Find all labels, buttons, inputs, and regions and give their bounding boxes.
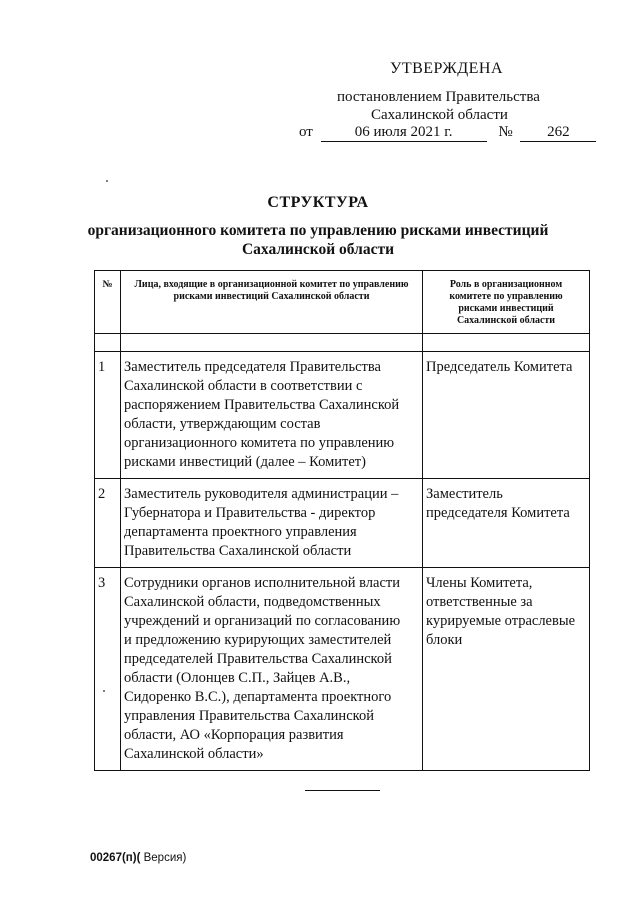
- approval-number: 262: [520, 124, 596, 142]
- table-row: [95, 479, 590, 568]
- approval-date-line: [299, 124, 596, 142]
- footer-document-code: [90, 852, 186, 864]
- row-person: Заместитель председателя Правительства Сахалинской области в соответствии с распоряжением Правительства Сахалинской области, утверждающим состав организационного комитета по управлению рисками инвестиций (далее – Комитет): [121, 352, 423, 479]
- document-subtitle-line-2: Сахалинской области: [241, 241, 395, 258]
- row-person: Сотрудники органов исполнительной власти Сахалинской области, подведомственных учреждений и организаций по согласованию и предложению курирующих заместителей председателей Правительства Сахалинской области (Олонцев С.П., Зайцев А.В., Сидоренко В.С.), департамента проектного управления Правительства Сахалинской области, АО «Корпорация развития Сахалинской области»: [121, 568, 423, 771]
- table-header-row: [95, 271, 590, 334]
- document-title: СТРУКТУРА: [267, 194, 369, 211]
- table-row: [95, 352, 590, 479]
- header-person: Лица, входящие в организационной комитет по управлению рисками инвестиций Сахалинской области: [121, 271, 423, 334]
- number-label: №: [498, 124, 513, 140]
- row-person: Заместитель руководителя администрации – Губернатора и Правительства - директор департамента проектного управления Правительства Сахалинской области: [121, 479, 423, 568]
- structure-table: [94, 270, 590, 771]
- row-num: 2: [95, 479, 121, 568]
- row-role: Председатель Комитета: [423, 352, 590, 479]
- row-role: Заместитель председателя Комитета: [423, 479, 590, 568]
- approval-date: 06 июля 2021 г.: [321, 124, 487, 142]
- scan-speck: [106, 180, 108, 182]
- header-num: №: [95, 271, 121, 334]
- footer-version: Версия): [140, 852, 187, 864]
- row-num: 3: [95, 568, 121, 771]
- approval-line-2: Сахалинской области: [371, 107, 508, 123]
- table-row: [95, 568, 590, 771]
- approval-line-1: постановлением Правительства: [337, 89, 540, 105]
- document-subtitle-line-1: организационного комитета по управлению рисками инвестиций: [87, 222, 549, 239]
- header-role: Роль в организационном комитете по управлению рисками инвестиций Сахалинской области: [423, 271, 590, 334]
- from-label: от: [299, 124, 313, 140]
- footer-divider: [305, 790, 380, 791]
- header-spacer-row: [95, 334, 590, 352]
- row-role: Члены Комитета, ответственные за курируемые отраслевые блоки: [423, 568, 590, 771]
- footer-code: 00267(п)(: [90, 852, 141, 864]
- row-num: 1: [95, 352, 121, 479]
- approval-status: УТВЕРЖДЕНА: [390, 60, 504, 77]
